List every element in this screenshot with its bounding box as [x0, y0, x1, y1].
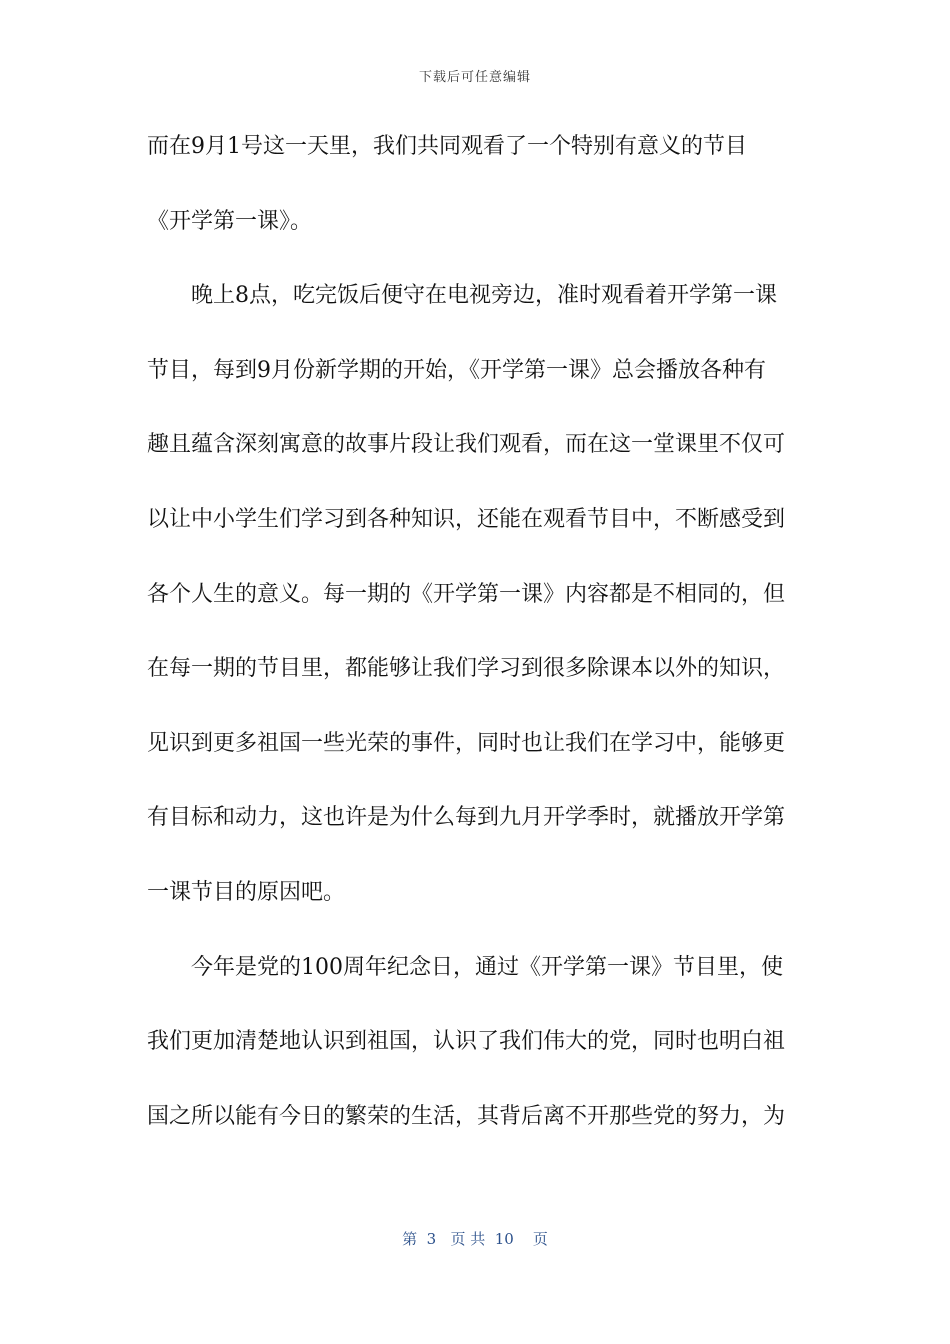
page-header: 下载后可任意编辑 — [418, 70, 531, 85]
text-line: 见识到更多祖国一些光荣的事件，同时也让我们在学习中，能够更 — [147, 730, 786, 756]
text-line: 一课节目的原因吧。 — [147, 879, 346, 905]
text-line: 而在9月1号这一天里，我们共同观看了一个特别有意义的节目 — [147, 134, 747, 159]
text-line: 各个人生的意义。每一期的《开学第一课》内容都是不相同的，但 — [147, 581, 786, 607]
text-line: 今年是党的100周年纪念日，通过《开学第一课》节目里，使 — [191, 954, 783, 980]
text-line: 在每一期的节目里，都能够让我们学习到很多除课本以外的知识， — [147, 656, 786, 682]
text-line: 趣且蕴含深刻寓意的故事片段让我们观看，而在这一堂课里不仅可 — [147, 432, 786, 458]
document-body — [147, 119, 792, 1163]
text-line: 以让中小学生们学习到各种知识，还能在观看节目中，不断感受到 — [147, 506, 786, 532]
text-line: 节目，每到9月份新学期的开始，《开学第一课》总会播放各种有 — [147, 357, 766, 383]
text-line: 国之所以能有今日的繁荣的生活，其背后离不开那些党的努力，为 — [147, 1103, 786, 1129]
text-line: 《开学第一课》。 — [147, 208, 313, 234]
text-line: 晚上8点，吃完饭后便守在电视旁边，准时观看着开学第一课 — [191, 283, 777, 309]
text-line: 有目标和动力，这也许是为什么每到九月开学季时，就播放开学第 — [147, 805, 786, 831]
text-line: 我们更加清楚地认识到祖国，认识了我们伟大的党，同时也明白祖 — [147, 1029, 786, 1055]
page-number-footer: 第 3 页 共 10 页 — [402, 1230, 548, 1248]
